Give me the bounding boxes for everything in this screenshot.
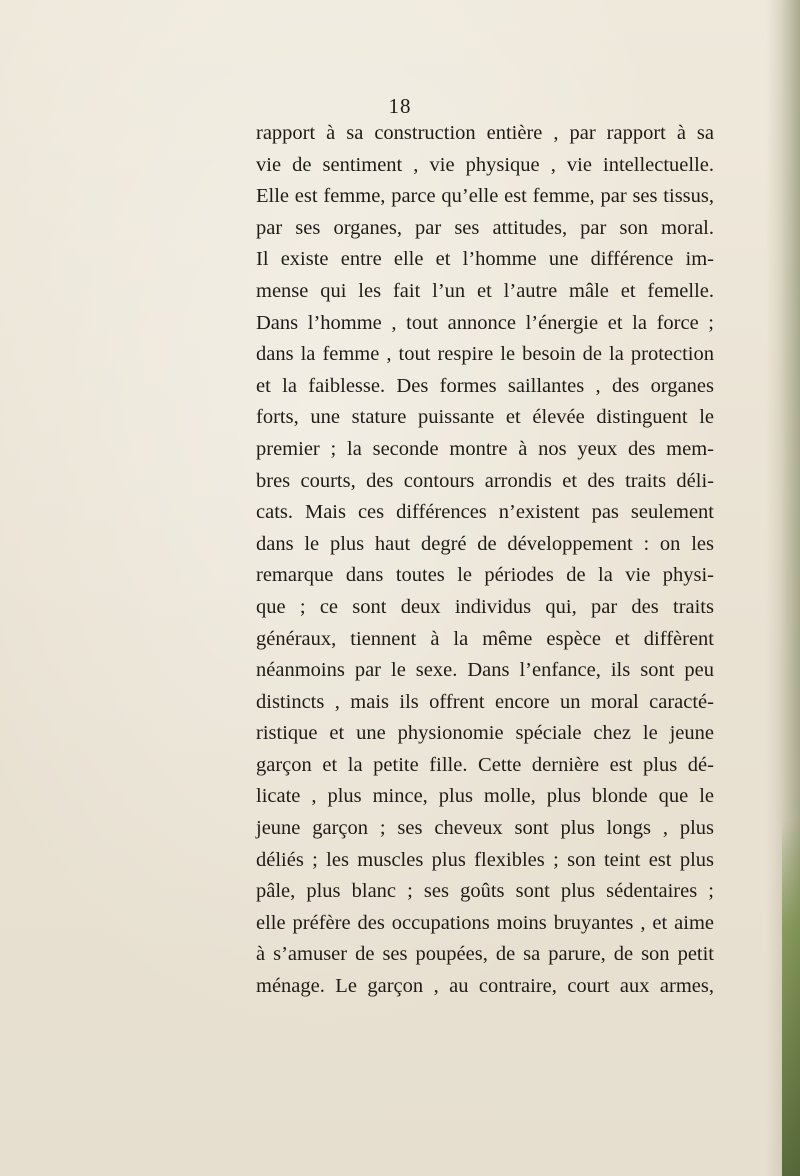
text-line: ristique et une physionomie spéciale chez le jeune [256, 722, 714, 745]
text-line: à s’amuser de ses poupées, de sa parure, de son petit [256, 943, 714, 966]
page-number: 18 [388, 94, 412, 118]
text-line: bres courts, des contours arrondis et des traits déli- [256, 469, 714, 492]
text-line: premier ; la seconde montre à nos yeux des mem- [256, 437, 714, 460]
text-line: jeune garçon ; ses cheveux sont plus longs , plus [256, 817, 714, 840]
page-edge-stain [782, 820, 800, 1176]
text-line: elle préfère des occupations moins bruyantes , et aime [256, 911, 714, 934]
text-line: dans la femme , tout respire le besoin de la protection [256, 343, 714, 366]
text-line: néanmoins par le sexe. Dans l’enfance, ils sont peu [256, 659, 714, 682]
text-line: généraux, tiennent à la même espèce et diffèrent [256, 627, 714, 650]
text-line: forts, une stature puissante et élevée distinguent le [256, 406, 714, 429]
text-line: dans le plus haut degré de développement : on les [256, 532, 714, 555]
text-line: déliés ; les muscles plus flexibles ; son teint est plus [256, 848, 714, 871]
text-line: mense qui les fait l’un et l’autre mâle et femelle. [256, 279, 714, 302]
text-line: que ; ce sont deux individus qui, par des traits [256, 595, 714, 618]
text-line: rapport à sa construction entière , par rapport à sa [256, 122, 714, 144]
text-line: et la faiblesse. Des formes saillantes , des organes [256, 374, 714, 397]
text-line: distincts , mais ils offrent encore un moral caracté- [256, 690, 714, 713]
text-line: pâle, plus blanc ; ses goûts sont plus sédentaires ; [256, 880, 714, 903]
body-text [256, 118, 714, 1003]
text-line: vie de sentiment , vie physique , vie intellectuelle. [256, 153, 714, 176]
text-line: par ses organes, par ses attitudes, par son moral. [256, 216, 714, 239]
text-line: remarque dans toutes le périodes de la vie physi- [256, 564, 714, 587]
text-line: licate , plus mince, plus molle, plus blonde que le [256, 785, 714, 808]
text-line: ménage. Le garçon , au contraire, court aux armes, [256, 975, 714, 998]
text-line: Dans l’homme , tout annonce l’énergie et la force ; [256, 311, 714, 334]
text-line: cats. Mais ces différences n’existent pas seulement [256, 501, 714, 524]
text-line: Elle est femme, parce qu’elle est femme, par ses tissus, [256, 185, 714, 208]
text-line: Il existe entre elle et l’homme une différence im- [256, 248, 714, 271]
text-line: garçon et la petite fille. Cette dernière est plus dé- [256, 753, 714, 776]
